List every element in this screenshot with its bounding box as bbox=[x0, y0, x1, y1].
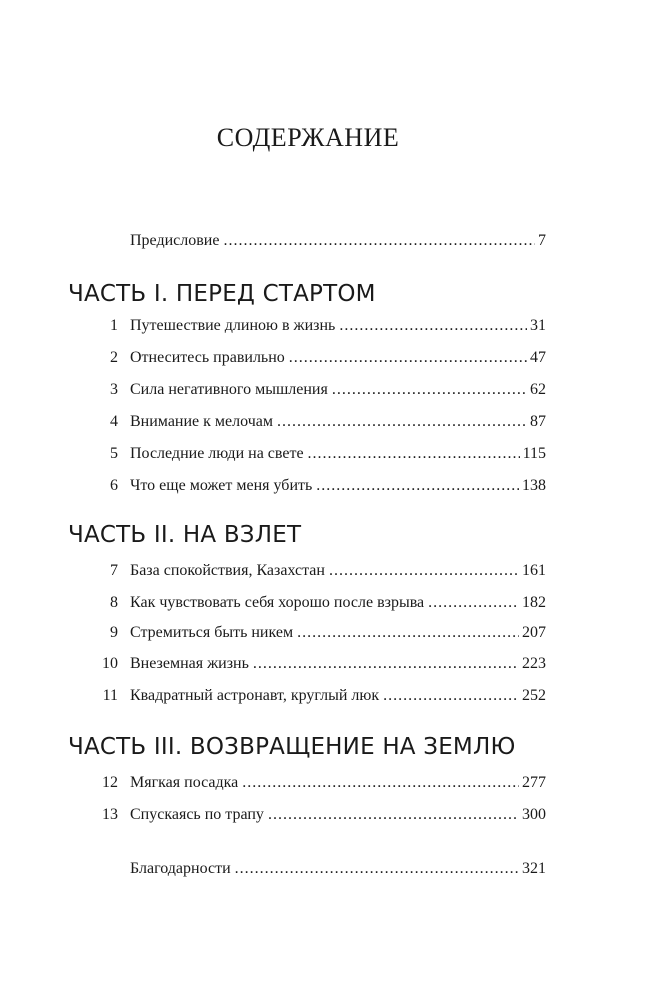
dot-leader bbox=[235, 854, 519, 884]
entry-title: Внимание к мелочам bbox=[130, 413, 273, 430]
toc-entry-chapter bbox=[96, 407, 546, 437]
toc-entry-chapter bbox=[96, 311, 546, 341]
entry-page: 115 bbox=[522, 445, 546, 462]
toc-entry-acknowledgements bbox=[96, 854, 546, 884]
toc-entry-chapter bbox=[96, 439, 546, 469]
entry-page: 223 bbox=[522, 655, 546, 672]
dot-leader bbox=[253, 649, 519, 679]
chapter-number: 10 bbox=[102, 655, 118, 672]
dot-leader bbox=[268, 800, 519, 830]
entry-title: Отнеситесь правильно bbox=[130, 349, 285, 366]
part-heading-2: ЧАСТЬ II. НА ВЗЛЕТ bbox=[68, 522, 302, 548]
toc-entry-chapter bbox=[96, 471, 546, 501]
dot-leader bbox=[329, 556, 519, 586]
entry-title: Предисловие bbox=[130, 232, 220, 249]
entry-page: 62 bbox=[530, 381, 546, 398]
dot-leader bbox=[223, 226, 535, 256]
entry-title: Стремиться быть никем bbox=[130, 624, 294, 641]
entry-title: Квадратный астронавт, круглый люк bbox=[130, 687, 380, 704]
chapter-number: 4 bbox=[110, 413, 118, 430]
part-heading-1: ЧАСТЬ I. ПЕРЕД СТАРТОМ bbox=[68, 281, 376, 307]
toc-entry-chapter bbox=[96, 588, 546, 618]
dot-leader bbox=[332, 375, 527, 405]
entry-title: Мягкая посадка bbox=[130, 774, 239, 791]
entry-page: 47 bbox=[530, 349, 546, 366]
dot-leader bbox=[339, 311, 527, 341]
entry-page: 300 bbox=[522, 806, 546, 823]
entry-page: 252 bbox=[522, 687, 546, 704]
chapter-number: 11 bbox=[102, 687, 118, 704]
dot-leader bbox=[428, 588, 519, 618]
toc-entry-chapter bbox=[96, 343, 546, 373]
entry-page: 87 bbox=[530, 413, 546, 430]
entry-title: Внеземная жизнь bbox=[130, 655, 249, 672]
entry-page: 182 bbox=[522, 594, 546, 611]
part-heading-3: ЧАСТЬ III. ВОЗВРАЩЕНИЕ НА ЗЕМЛЮ bbox=[68, 734, 516, 760]
dot-leader bbox=[277, 407, 527, 437]
dot-leader bbox=[289, 343, 527, 373]
chapter-number: 12 bbox=[102, 774, 118, 791]
entry-page: 7 bbox=[538, 232, 546, 249]
dot-leader bbox=[383, 681, 519, 711]
dot-leader bbox=[242, 768, 519, 798]
entry-page: 207 bbox=[522, 624, 546, 641]
chapter-number: 6 bbox=[110, 477, 118, 494]
toc-entry-chapter bbox=[96, 800, 546, 830]
toc-entry-chapter bbox=[96, 681, 546, 711]
entry-page: 138 bbox=[522, 477, 546, 494]
page-title: СОДЕРЖАНИЕ bbox=[216, 123, 400, 152]
toc-entry-chapter bbox=[96, 618, 546, 648]
dot-leader bbox=[316, 471, 519, 501]
chapter-number: 3 bbox=[110, 381, 118, 398]
entry-page: 277 bbox=[522, 774, 546, 791]
chapter-number: 8 bbox=[110, 594, 118, 611]
entry-title: Сила негативного мышления bbox=[130, 381, 328, 398]
entry-page: 31 bbox=[530, 317, 546, 334]
dot-leader bbox=[308, 439, 520, 469]
entry-title: Как чувствовать себя хорошо после взрыва bbox=[130, 594, 425, 611]
chapter-number: 1 bbox=[110, 317, 118, 334]
toc-entry-chapter bbox=[96, 556, 546, 586]
entry-page: 321 bbox=[522, 860, 546, 877]
entry-title: Путешествие длиною в жизнь bbox=[130, 317, 336, 334]
entry-title: Спускаясь по трапу bbox=[130, 806, 264, 823]
chapter-number: 13 bbox=[102, 806, 118, 823]
toc-entry-chapter bbox=[96, 649, 546, 679]
dot-leader bbox=[297, 618, 519, 648]
chapter-number: 2 bbox=[110, 349, 118, 366]
entry-title: База спокойствия, Казахстан bbox=[130, 562, 325, 579]
entry-page: 161 bbox=[522, 562, 546, 579]
entry-title: Что еще может меня убить bbox=[130, 477, 313, 494]
entry-title: Благодарности bbox=[130, 860, 231, 877]
entry-title: Последние люди на свете bbox=[130, 445, 304, 462]
toc-entry-preface bbox=[96, 226, 546, 256]
chapter-number: 9 bbox=[110, 624, 118, 641]
toc-entry-chapter bbox=[96, 375, 546, 405]
chapter-number: 7 bbox=[110, 562, 118, 579]
toc-entry-chapter bbox=[96, 768, 546, 798]
chapter-number: 5 bbox=[110, 445, 118, 462]
